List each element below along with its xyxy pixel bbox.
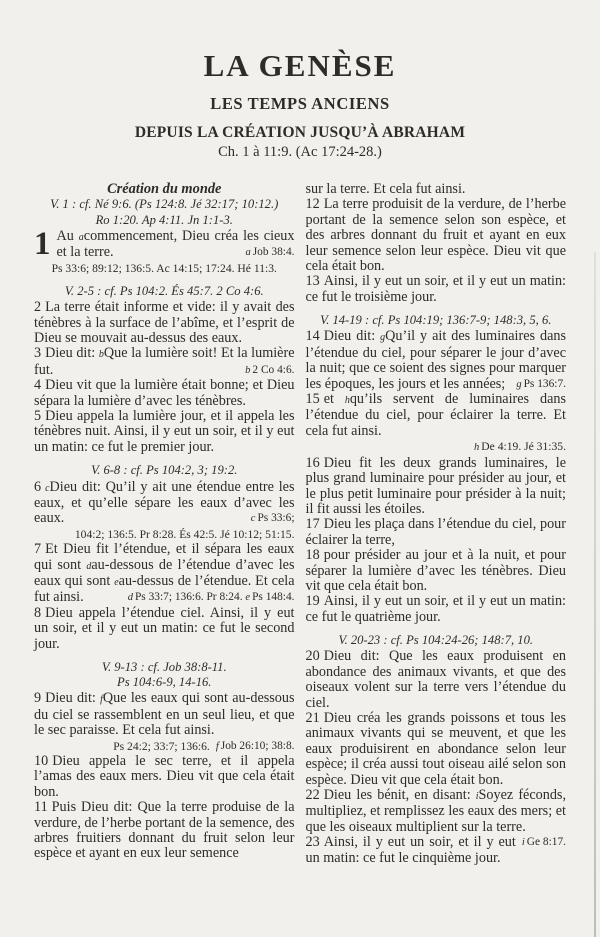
cross-reference: g Ps 136:7.: [516, 377, 566, 390]
verse-range-refs: [34, 660, 295, 690]
cross-reference-line: h De 4:19. Jé 31:35.: [474, 440, 566, 454]
verse-10: 10 Dieu appela le sec terre, et il appela l’amas des eaux mers. Dieu vit que cela était bon.: [34, 753, 295, 800]
verse-number: 12: [305, 196, 320, 213]
verse-range-ref-line: Ps 104:6-9, 14-16.: [117, 675, 212, 690]
note-letter: g: [516, 378, 522, 390]
page-header: [0, 0, 600, 161]
note-letter: i: [475, 791, 479, 803]
verse-range-refs: [34, 197, 295, 227]
verse-number: 17: [305, 516, 320, 533]
column-right: [306, 182, 567, 866]
verse-range-refs: [34, 463, 295, 478]
verse-continuation: 1 Au acommencement, Dieu créa les cieux et la terre. a Job 38:4.: [34, 225, 295, 262]
verse-number: 23: [305, 834, 320, 851]
verse-number: 20: [305, 648, 320, 665]
verse-range-ref-line: V. 20-23 : cf. Ps 104:24-26; 148:7, 10.: [338, 633, 534, 648]
verse-number: 15: [305, 391, 320, 408]
note-letter: g: [380, 332, 386, 344]
cross-reference: a Job 38:4.: [245, 246, 295, 259]
verse-number: 2: [34, 299, 42, 316]
verse-number: 16: [305, 454, 320, 471]
verse-number: 3: [34, 345, 42, 362]
verse-3: 3 Dieu dit: bQue la lumière soit! Et la lumière fut. b 2 Co 4:6.: [34, 345, 295, 378]
note-letter: a: [78, 231, 84, 243]
verse-8: 8 Dieu appela l’étendue ciel. Ainsi, il y eut un soir, et il y eut un matin: ce fut le second jour.: [34, 604, 295, 652]
verse-9: 9 Dieu dit: fQue les eaux qui sont au-dessous du ciel se rassemblent en un seul lieu, et que le sec paraisse. Et cela fut ainsi. f Job 26:10; 38:8.: [34, 691, 295, 738]
cross-reference: i Ge 8:17.: [521, 836, 566, 849]
cross-reference: f Job 26:10; 38:8.: [215, 739, 295, 752]
verse-number: 10: [34, 753, 49, 769]
verse-22: 22 Dieu les bénit, en disant: iSoyez féconds, multipliez, et remplissez les eaux des mers; et que les oiseaux multiplient sur la terre. i Ge 8:17.: [306, 788, 567, 835]
book-title: LA GENÈSE: [203, 48, 397, 83]
verse-range-refs: [306, 313, 567, 328]
cross-reference: b 2 Co 4:6.: [245, 363, 295, 376]
verse-range-ref-line: V. 1 : cf. Né 9:6. (Ps 124:8. Jé 32:17; 10:12.): [50, 197, 279, 212]
verse-number: 6: [34, 478, 42, 495]
verse-13: 13 Ainsi, il y eut un soir, et il y eut un matin: ce fut le troisième jour.: [305, 273, 566, 305]
note-letter: b: [98, 349, 104, 361]
note-letter: c: [45, 482, 50, 494]
cross-reference: d Ps 33:7; 136:6. Pr 8:24. e Ps 148:4.: [127, 591, 295, 604]
verse-2: 2 La terre était informe et vide: il y avait des ténèbres à la surface de l’abîme, et l’esprit de Dieu se mouvait au-dessus des eaux.: [34, 299, 295, 347]
page-scan-edge: [594, 252, 596, 937]
note-letter: e: [245, 592, 251, 604]
verse-18: 18 pour présider au jour et à la nuit, et pour séparer la lumière d’avec les ténèbres. Dieu vit que cela était bon.: [305, 547, 566, 594]
verse-number: 21: [305, 710, 320, 726]
verse-number: 19: [305, 593, 320, 610]
column-left: [34, 182, 295, 866]
verse-20: 20 Dieu dit: Que les eaux produisent en abondance des animaux vivants, et que des oiseaux volent sur la terre vers l’étendue du ciel.: [305, 648, 566, 711]
verse-15: 15 et hqu’ils servent de luminaires dans l’étendue du ciel, pour éclairer la terre. Et cela fut ainsi.: [305, 391, 566, 439]
note-letter: e: [114, 576, 119, 588]
verse-number: 9: [34, 690, 42, 707]
verse-12: 12 La terre produisit de la verdure, de l’herbe portant de la semence selon son espèce, et des arbres donnant du fruit et ayant en eux leur semence selon leur espèce. Dieu vit que cela était bon.: [305, 196, 566, 275]
verse-number: 8: [34, 604, 42, 621]
note-letter: b: [245, 364, 251, 376]
note-letter: c: [250, 513, 256, 525]
section-title: LES TEMPS ANCIENS: [210, 94, 390, 113]
verse-number: 7: [34, 541, 42, 558]
note-letter: h: [474, 442, 480, 454]
chapter-number: 1: [34, 225, 51, 262]
verse-continuation: sur la terre. Et cela fut ainsi.: [305, 181, 466, 197]
verse-range-ref-line: V. 9-13 : cf. Job 38:8-11.: [101, 659, 227, 674]
note-letter: a: [245, 247, 251, 259]
cross-reference-line: Ps 33:6; 89:12; 136:5. Ac 14:15; 17:24. Hé 11:3.: [51, 261, 277, 275]
note-letter: d: [127, 592, 133, 604]
verse-17: 17 Dieu les plaça dans l’étendue du ciel, pour éclairer la terre,: [305, 516, 566, 548]
verse-11: 11 Puis Dieu dit: Que la terre produise de la verdure, de l’herbe portant de la semence, des arbres fruitiers donnant du fruit selon leur espèce et ayant en eux leur semence: [34, 799, 295, 862]
cross-reference-line: Ps 24:2; 33:7; 136:6.: [113, 739, 210, 753]
verse-4: 4 Dieu vit que la lumière était bonne; et Dieu sépara la lumière d’avec les ténèbres.: [34, 377, 295, 409]
verse-21: 21 Dieu créa les grands poissons et tous les animaux vivants qui se meuvent, et que les eaux produisirent en abondance selon leur espèce; il créa aussi tout oiseau ailé selon son espèce. Dieu vit que cela était bon.: [305, 710, 566, 788]
verse-number: 4: [34, 377, 42, 394]
verse-number: 13: [305, 273, 320, 290]
note-letter: d: [86, 560, 92, 572]
note-letter: f: [215, 740, 219, 752]
verse-number: 11: [34, 799, 48, 816]
note-letter: f: [100, 694, 103, 706]
subsection-title: DEPUIS LA CRÉATION JUSQU’À ABRAHAM: [134, 124, 466, 141]
section-heading: Création du monde: [107, 181, 222, 197]
verse-number: 18: [305, 547, 320, 564]
verse-range-refs: [306, 633, 567, 648]
text-columns: [0, 182, 600, 866]
verse-number: 14: [305, 328, 320, 345]
verse-range-ref-line: V. 2-5 : cf. Ps 104:2. És 45:7. 2 Co 4:6.: [64, 284, 264, 299]
verse-19: 19 Ainsi, il y eut un soir, et il y eut un matin: ce fut le quatrième jour.: [305, 593, 566, 625]
verse-range-refs: [34, 284, 295, 299]
cross-reference: c Ps 33:6;: [250, 512, 295, 525]
cross-reference-line: 104:2; 136:5. Pr 8:28. És 42:5. Jé 10:12; 51:15.: [74, 527, 295, 541]
verse-number: 5: [34, 408, 42, 425]
verse-range-ref-line: Ro 1:20. Ap 4:11. Jn 1:1-3.: [95, 212, 233, 227]
verse-range-ref-line: V. 6-8 : cf. Ps 104:2, 3; 19:2.: [91, 463, 238, 478]
verse-14: 14 Dieu dit: gQu’il y ait des luminaires dans l’étendue du ciel, pour séparer le jour d’avec la nuit; que ce soient des signes pour marquer les époques, les jours et les années; g Ps 136:7.: [305, 328, 566, 392]
note-letter: h: [344, 395, 350, 407]
verse-16: 16 Dieu fit les deux grands luminaires, le plus grand luminaire pour présider au jour, et le plus petit luminaire pour présider à la nuit; il fit aussi les étoiles.: [305, 454, 566, 517]
verse-23: 23 Ainsi, il y eut un soir, et il y eut un matin: ce fut le cinquième jour.: [305, 834, 516, 866]
note-letter: i: [521, 837, 525, 849]
chapter-range: Ch. 1 à 11:9. (Ac 17:24-28.): [218, 144, 382, 160]
verse-7: 7 Et Dieu fit l’étendue, et il sépara les eaux qui sont dau-dessous de l’étendue d’avec les eaux qui sont eau-dessus de l’étendue. Et cela fut ainsi. d Ps 33:7; 136:6. Pr 8:24. e Ps 148:4.: [34, 541, 295, 606]
verse-6: 6 cDieu dit: Qu’il y ait une étendue entre les eaux, et qu’elle sépare les eaux d’avec les eaux. c Ps 33:6;: [34, 478, 295, 527]
verse-range-ref-line: V. 14-19 : cf. Ps 104:19; 136:7-9; 148:3, 5, 6.: [320, 313, 552, 328]
verse-5: 5 Dieu appela la lumière jour, et il appela les ténèbres nuit. Ainsi, il y eut un soir, et il y eut un matin: ce fut le premier jour.: [34, 408, 295, 455]
verse-number: 22: [305, 787, 320, 804]
